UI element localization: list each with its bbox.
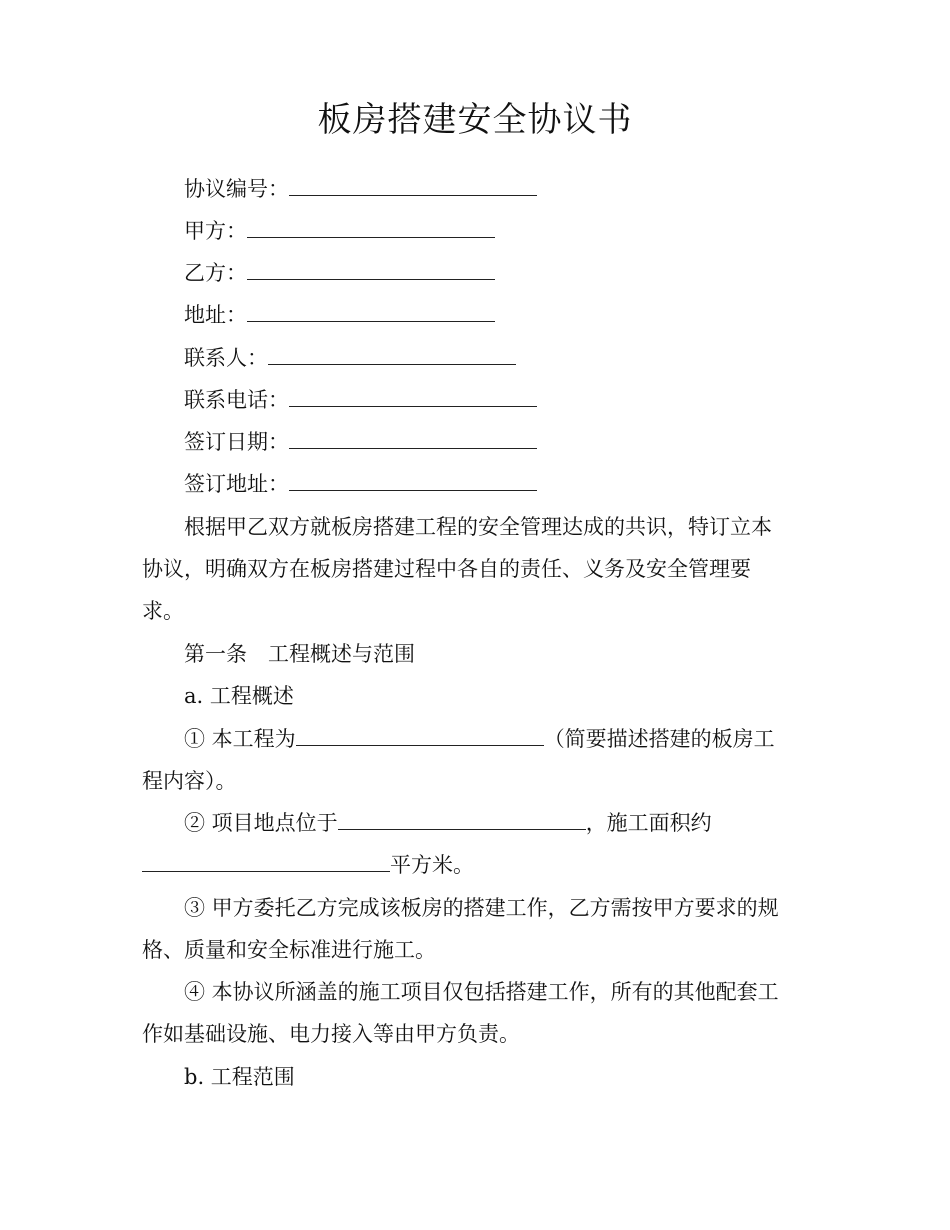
item-4-line-2: 作如基础设施、电力接入等由甲方负责。 [142, 1022, 520, 1046]
document-title: 板房搭建安全协议书 [317, 100, 633, 140]
field-label: 地址： [184, 303, 247, 327]
item-2-suffix: ，施工面积约 [585, 811, 712, 835]
field-label: 乙方： [184, 261, 247, 285]
field-contact-phone [184, 385, 537, 415]
item-3-line-2: 格、质量和安全标准进行施工。 [142, 938, 436, 962]
item-1-suffix: （简要描述搭建的板房工 [543, 727, 775, 751]
item-2-prefix: ② 项目地点位于 [184, 811, 338, 835]
item-4-line-1: ④ 本协议所涵盖的施工项目仅包括搭建工作，所有的其他配套工 [184, 980, 779, 1004]
blank-line [268, 346, 516, 365]
blank-line [296, 727, 544, 746]
intro-line-1: 根据甲乙双方就板房搭建工程的安全管理达成的共识，特订立本 [184, 515, 772, 539]
intro-line-3: 求。 [142, 599, 184, 623]
article-1-heading: 第一条 工程概述与范围 [184, 642, 415, 666]
field-label: 签订日期： [184, 430, 289, 454]
field-label: 甲方： [184, 219, 247, 243]
section-a-heading: a. 工程概述 [184, 684, 294, 708]
blank-line [289, 472, 537, 491]
section-b-heading: b. 工程范围 [184, 1065, 295, 1089]
item-1-line-2: 程内容）。 [142, 769, 237, 793]
blank-line [338, 811, 586, 830]
blank-line [247, 261, 495, 280]
blank-line [247, 219, 495, 238]
item-3-line-1: ③ 甲方委托乙方完成该板房的搭建工作，乙方需按甲方要求的规 [184, 896, 779, 920]
field-sign-date [184, 427, 537, 457]
field-party-a [184, 216, 495, 246]
field-label: 联系人： [184, 346, 268, 370]
blank-line [289, 177, 537, 196]
blank-line [289, 388, 537, 407]
field-label: 签订地址： [184, 472, 289, 496]
field-label: 协议编号： [184, 177, 289, 201]
field-contact-person [184, 343, 516, 373]
field-label: 联系电话： [184, 388, 289, 412]
item-2-unit: 平方米。 [390, 853, 474, 877]
item-1-line-1 [184, 724, 775, 754]
item-2-line-2 [142, 850, 474, 880]
field-address [184, 300, 495, 330]
field-agreement-no [184, 174, 537, 204]
field-sign-place [184, 469, 537, 499]
item-1-prefix: ① 本工程为 [184, 727, 296, 751]
intro-line-2: 协议，明确双方在板房搭建过程中各自的责任、义务及安全管理要 [142, 557, 751, 581]
field-party-b [184, 258, 495, 288]
item-2-line-1 [184, 808, 712, 838]
blank-line [289, 430, 537, 449]
blank-line [247, 303, 495, 322]
blank-line [142, 853, 390, 872]
